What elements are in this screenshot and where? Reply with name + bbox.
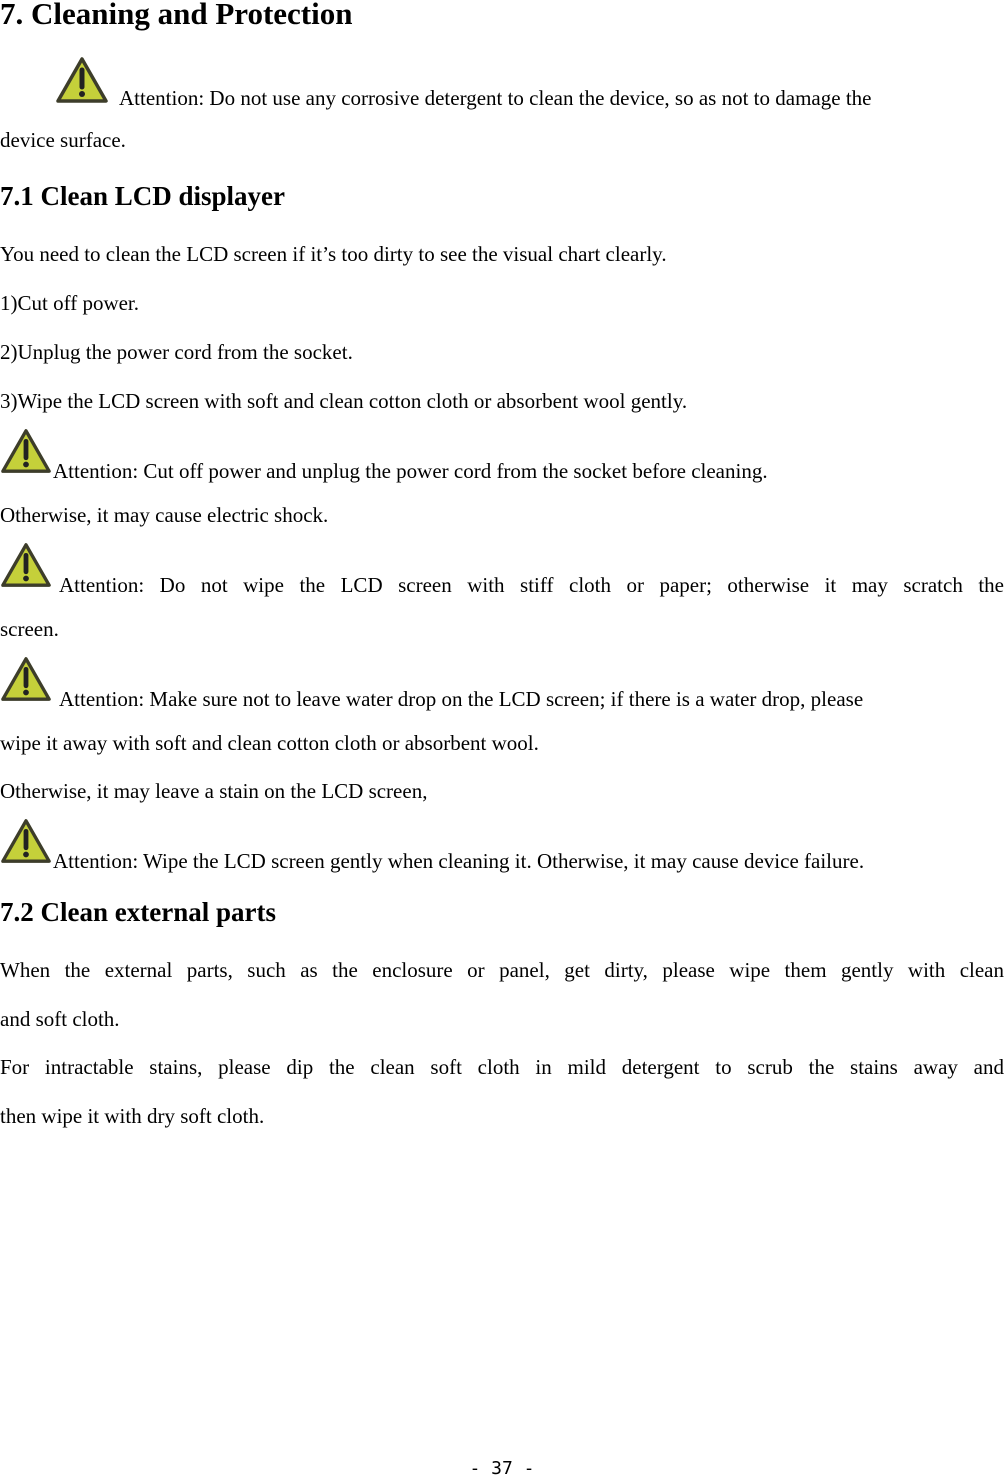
warning-triangle-icon [55,56,109,104]
section-7-2-para1-line2: and soft cloth. [0,1007,120,1031]
intro-attention-line1: Attention: Do not use any corrosive detergent to clean the device, so as not to damage the [119,86,872,110]
intro-attention-line2: device surface. [0,128,126,152]
warning-triangle-icon [0,427,52,475]
warning-3-line1: Attention: Make sure not to leave water drop on the LCD screen; if there is a water drop, please [59,687,864,711]
warning-triangle-icon [0,655,52,703]
section-7-1-intro: You need to clean the LCD screen if it’s too dirty to see the visual chart clearly. [0,242,667,266]
page-heading: 7. Cleaning and Protection [0,0,353,31]
warning-2-line2: screen. [0,617,59,641]
section-7-2-title: 7.2 Clean external parts [0,897,276,927]
warning-1-line2: Otherwise, it may cause electric shock. [0,503,329,527]
step-2: 2)Unplug the power cord from the socket. [0,340,353,364]
warning-3-line3: Otherwise, it may leave a stain on the LCD screen, [0,779,428,803]
warning-triangle-icon [0,541,52,589]
warning-4-line1: Attention: Wipe the LCD screen gently when cleaning it. Otherwise, it may cause device failure. [53,849,865,873]
warning-1-line1: Attention: Cut off power and unplug the power cord from the socket before cleaning. [53,459,768,483]
section-7-2-para2-line2: then wipe it with dry soft cloth. [0,1104,265,1128]
warning-triangle-icon [0,817,52,865]
step-3: 3)Wipe the LCD screen with soft and clean cotton cloth or absorbent wool gently. [0,389,688,413]
section-7-2-para2-line1: For intractable stains, please dip the clean soft cloth in mild detergent to scrub the stains away and [0,1055,1004,1079]
page-number: - 37 - [469,1458,535,1479]
warning-2-line1: Attention: Do not wipe the LCD screen with stiff cloth or paper; otherwise it may scratch the [59,573,1004,597]
warning-3-line2: wipe it away with soft and clean cotton cloth or absorbent wool. [0,731,539,755]
section-7-2-para1-line1: When the external parts, such as the enclosure or panel, get dirty, please wipe them gently with clean [0,958,1004,982]
section-7-1-title: 7.1 Clean LCD displayer [0,181,286,211]
step-1: 1)Cut off power. [0,291,140,315]
